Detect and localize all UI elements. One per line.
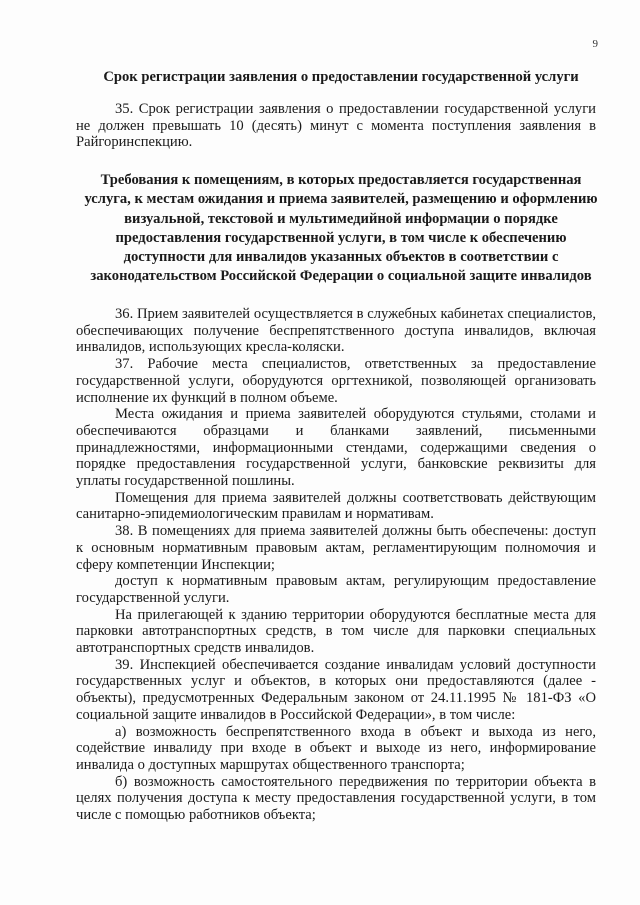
- heading-premises-requirements: Требования к помещениям, в которых предоставляется государственная услуга, к местам ожидания и приема заявителей, размещению и оформлению визуальной, текстовой и мультимедийной информации о порядке предоставления государственной услуги, в том числе к обеспечению доступности для инвалидов указанных объектов в соответствии с законодательством Российской Федерации о социальной защите инвалидов: [84, 172, 598, 285]
- paragraph-36: 36. Прием заявителей осуществляется в служебных кабинетах специалистов, обеспечивающих получение беспрепятственного доступа инвалидов, включая инвалидов, использующих кресла-коляски.: [76, 306, 596, 356]
- heading-registration-term: Срок регистрации заявления о предоставлении государственной услуги: [103, 69, 579, 85]
- document-body: [76, 306, 596, 824]
- paragraph-39-a: а) возможность беспрепятственного входа в объект и выхода из него, содействие инвалиду при входе в объект и выходе из него, информирование инвалида о доступных маршрутах общественного транспорта;: [76, 723, 596, 773]
- paragraph-39-b: б) возможность самостоятельного передвижения по территории объекта в целях получения доступа к месту предоставления государственной услуги, в том числе с помощью работников объекта;: [76, 773, 596, 824]
- paragraph-legal-acts-access: доступ к нормативным правовым актам, регулирующим предоставление государственной услуги.: [76, 573, 596, 606]
- page-number: 9: [592, 38, 598, 50]
- paragraph-premises-sanitary: Помещения для приема заявителей должны соответствовать действующим санитарно-эпидемиологическим правилам и нормативам.: [76, 489, 596, 523]
- paragraph-37: 37. Рабочие места специалистов, ответственных за предоставление государственной услуги, оборудуются оргтехникой, позволяющей организовать исполнение их функций в полном объеме.: [76, 356, 596, 406]
- paragraph-parking: На прилегающей к зданию территории оборудуются бесплатные места для парковки автотранспортных средств, в том числе для парковки специальных автотранспортных средств инвалидов.: [76, 606, 596, 657]
- paragraph-38: 38. В помещениях для приема заявителей должны быть обеспечены: доступ к основным нормативным правовым актам, регламентирующим полномочия и сферу компетенции Инспекции;: [76, 523, 596, 573]
- paragraph-39: 39. Инспекцией обеспечивается создание инвалидам условий доступности государственных услуг и объектов, в которых они предоставляются (далее - объекты), предусмотренных Федеральным законом от 24.11.1995 № 181-ФЗ «О социальной защите инвалидов в Российской Федерации», в том числе:: [76, 656, 596, 723]
- paragraph-35: 35. Срок регистрации заявления о предоставлении государственной услуги не должен превышать 10 (десять) минут с момента поступления заявления в Райгоринспекцию.: [76, 101, 596, 151]
- paragraph-waiting-places: Места ожидания и приема заявителей оборудуются стульями, столами и обеспечиваются образцами и бланками заявлений, письменными принадлежностями, информационными стендами, содержащими сведения о порядке предоставления государственной услуги, банковские реквизиты для уплаты государственной пошлины.: [76, 406, 596, 490]
